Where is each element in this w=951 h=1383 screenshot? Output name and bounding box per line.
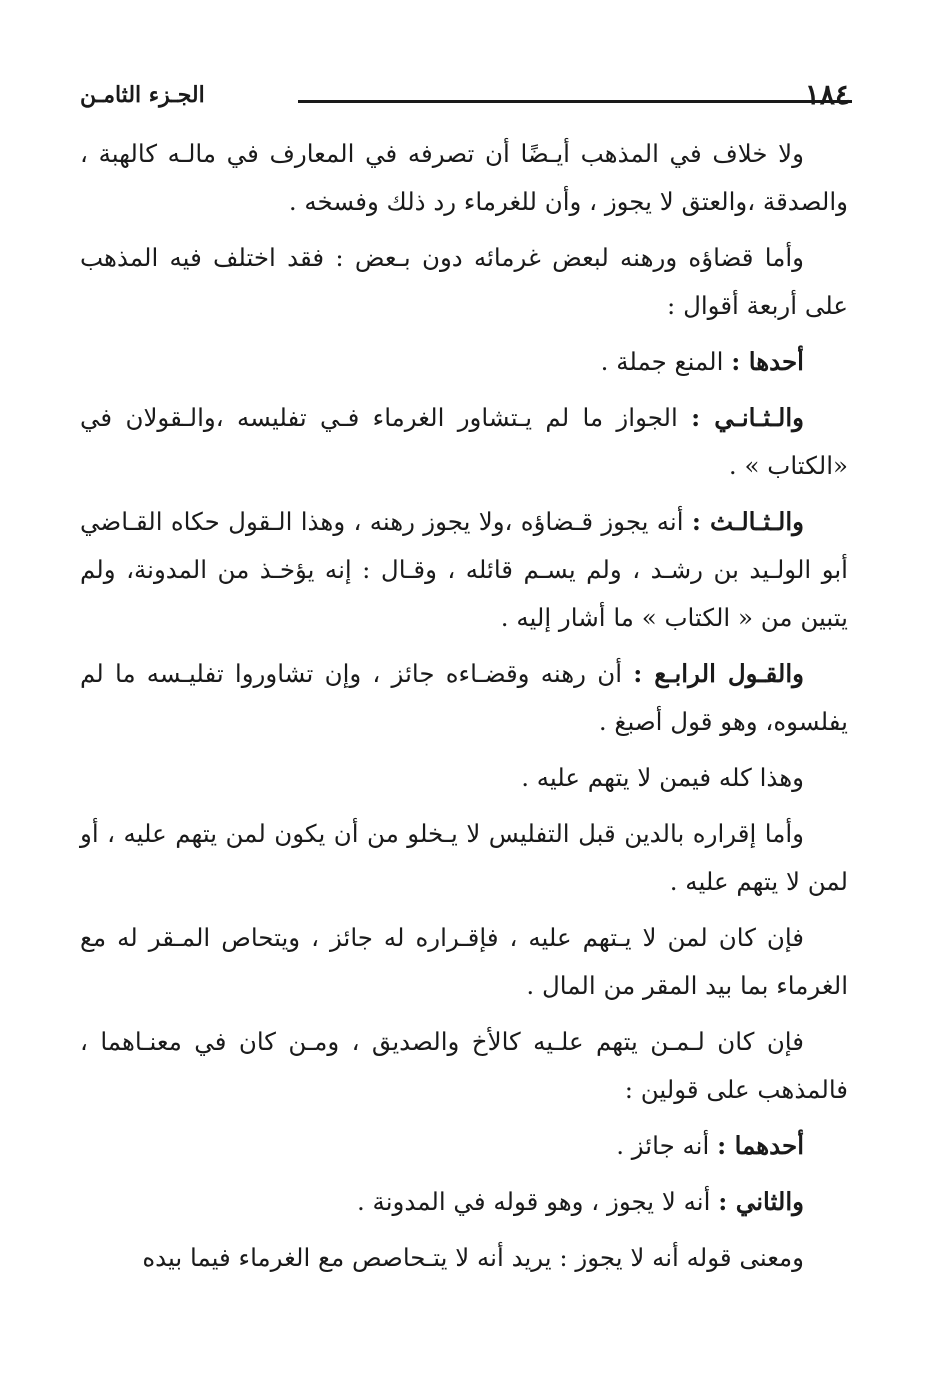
- page-body: [80, 130, 848, 1290]
- paragraph: [80, 1178, 848, 1226]
- paragraph-text: وهذا كله فيمن لا يتهم عليه .: [521, 763, 804, 792]
- paragraph-text: وأما إقراره بالدين قبل التفليس لا يـخلو من أن يكون لمن يتهم عليه ، أو لمن لا يتهم عليه .: [80, 819, 848, 896]
- paragraph-text: ولا خلاف في المذهب أيـضًا أن تصرفه في المعارف في مالـه كالهبة ، والصدقة ،والعتق لا يجوز ، وأن للغرماء رد ذلك وفسخه .: [80, 139, 848, 216]
- paragraph: [80, 810, 848, 906]
- page-header: [80, 76, 850, 120]
- paragraph: [80, 650, 848, 746]
- paragraph-text: أن رهنه وقضـاءه جائز ، وإن تشاوروا تفليـسه ما لم يفلسوه، وهو قول أصبغ .: [80, 659, 848, 736]
- paragraph-text: المنع جملة .: [600, 347, 732, 376]
- part-title: الجـزء الثامـن: [80, 82, 205, 108]
- paragraph-text: وأما قضاؤه ورهنه لبعض غرمائه دون بـعض : فقد اختلف فيه المذهب على أربعة أقوال :: [80, 243, 848, 320]
- paragraph-text: فإن كان لـمـن يتهم علـيه كالأخ والصديق ، ومـن كان في معنـاهما ، فالمذهب على قولين :: [80, 1027, 848, 1104]
- paragraph-lead: والـثـالـث :: [691, 507, 804, 536]
- header-rule: [298, 100, 852, 103]
- paragraph: [80, 1234, 848, 1282]
- paragraph-lead: والقـول الرابـع :: [633, 659, 805, 688]
- paragraph-lead: أحدها :: [731, 347, 804, 376]
- paragraph: [80, 234, 848, 330]
- paragraph-text: ومعنى قوله أنه لا يجوز : يريد أنه لا يتـحاصص مع الغرماء فيما بيده: [142, 1243, 804, 1272]
- page-number: ١٨٤: [804, 78, 850, 111]
- paragraph-text: أنه لا يجوز ، وهو قوله في المدونة .: [356, 1187, 719, 1216]
- paragraph: [80, 130, 848, 226]
- paragraph-text: فإن كان لمن لا يـتهم عليه ، فإقـراره له جائز ، ويتحاص المـقر له مع الغرماء بما بيد المقر من المال .: [80, 923, 848, 1000]
- paragraph: [80, 914, 848, 1010]
- paragraph: [80, 338, 848, 386]
- paragraph-text: أنه يجوز قـضاؤه ،ولا يجوز رهنه ، وهذا الـقول حكاه القـاضي أبو الولـيد بن رشـد ، ولم يسـم قائله ، وقـال : إنه يؤخـذ من المدونة، ولم يتبين من « الكتاب » ما أشار إليه .: [80, 507, 848, 632]
- paragraph: [80, 1122, 848, 1170]
- paragraph-lead: أحدهما :: [717, 1131, 804, 1160]
- paragraph-lead: والثاني :: [718, 1187, 804, 1216]
- paragraph: [80, 498, 848, 642]
- paragraph: [80, 1018, 848, 1114]
- paragraph: [80, 394, 848, 490]
- paragraph-text: الجواز ما لم يـتشاور الغرماء فـي تفليسه ،والـقولان في «الكتاب » .: [80, 403, 848, 480]
- paragraph-text: أنه جائز .: [616, 1131, 718, 1160]
- paragraph: [80, 754, 848, 802]
- paragraph-lead: والـثـانـي :: [691, 403, 804, 432]
